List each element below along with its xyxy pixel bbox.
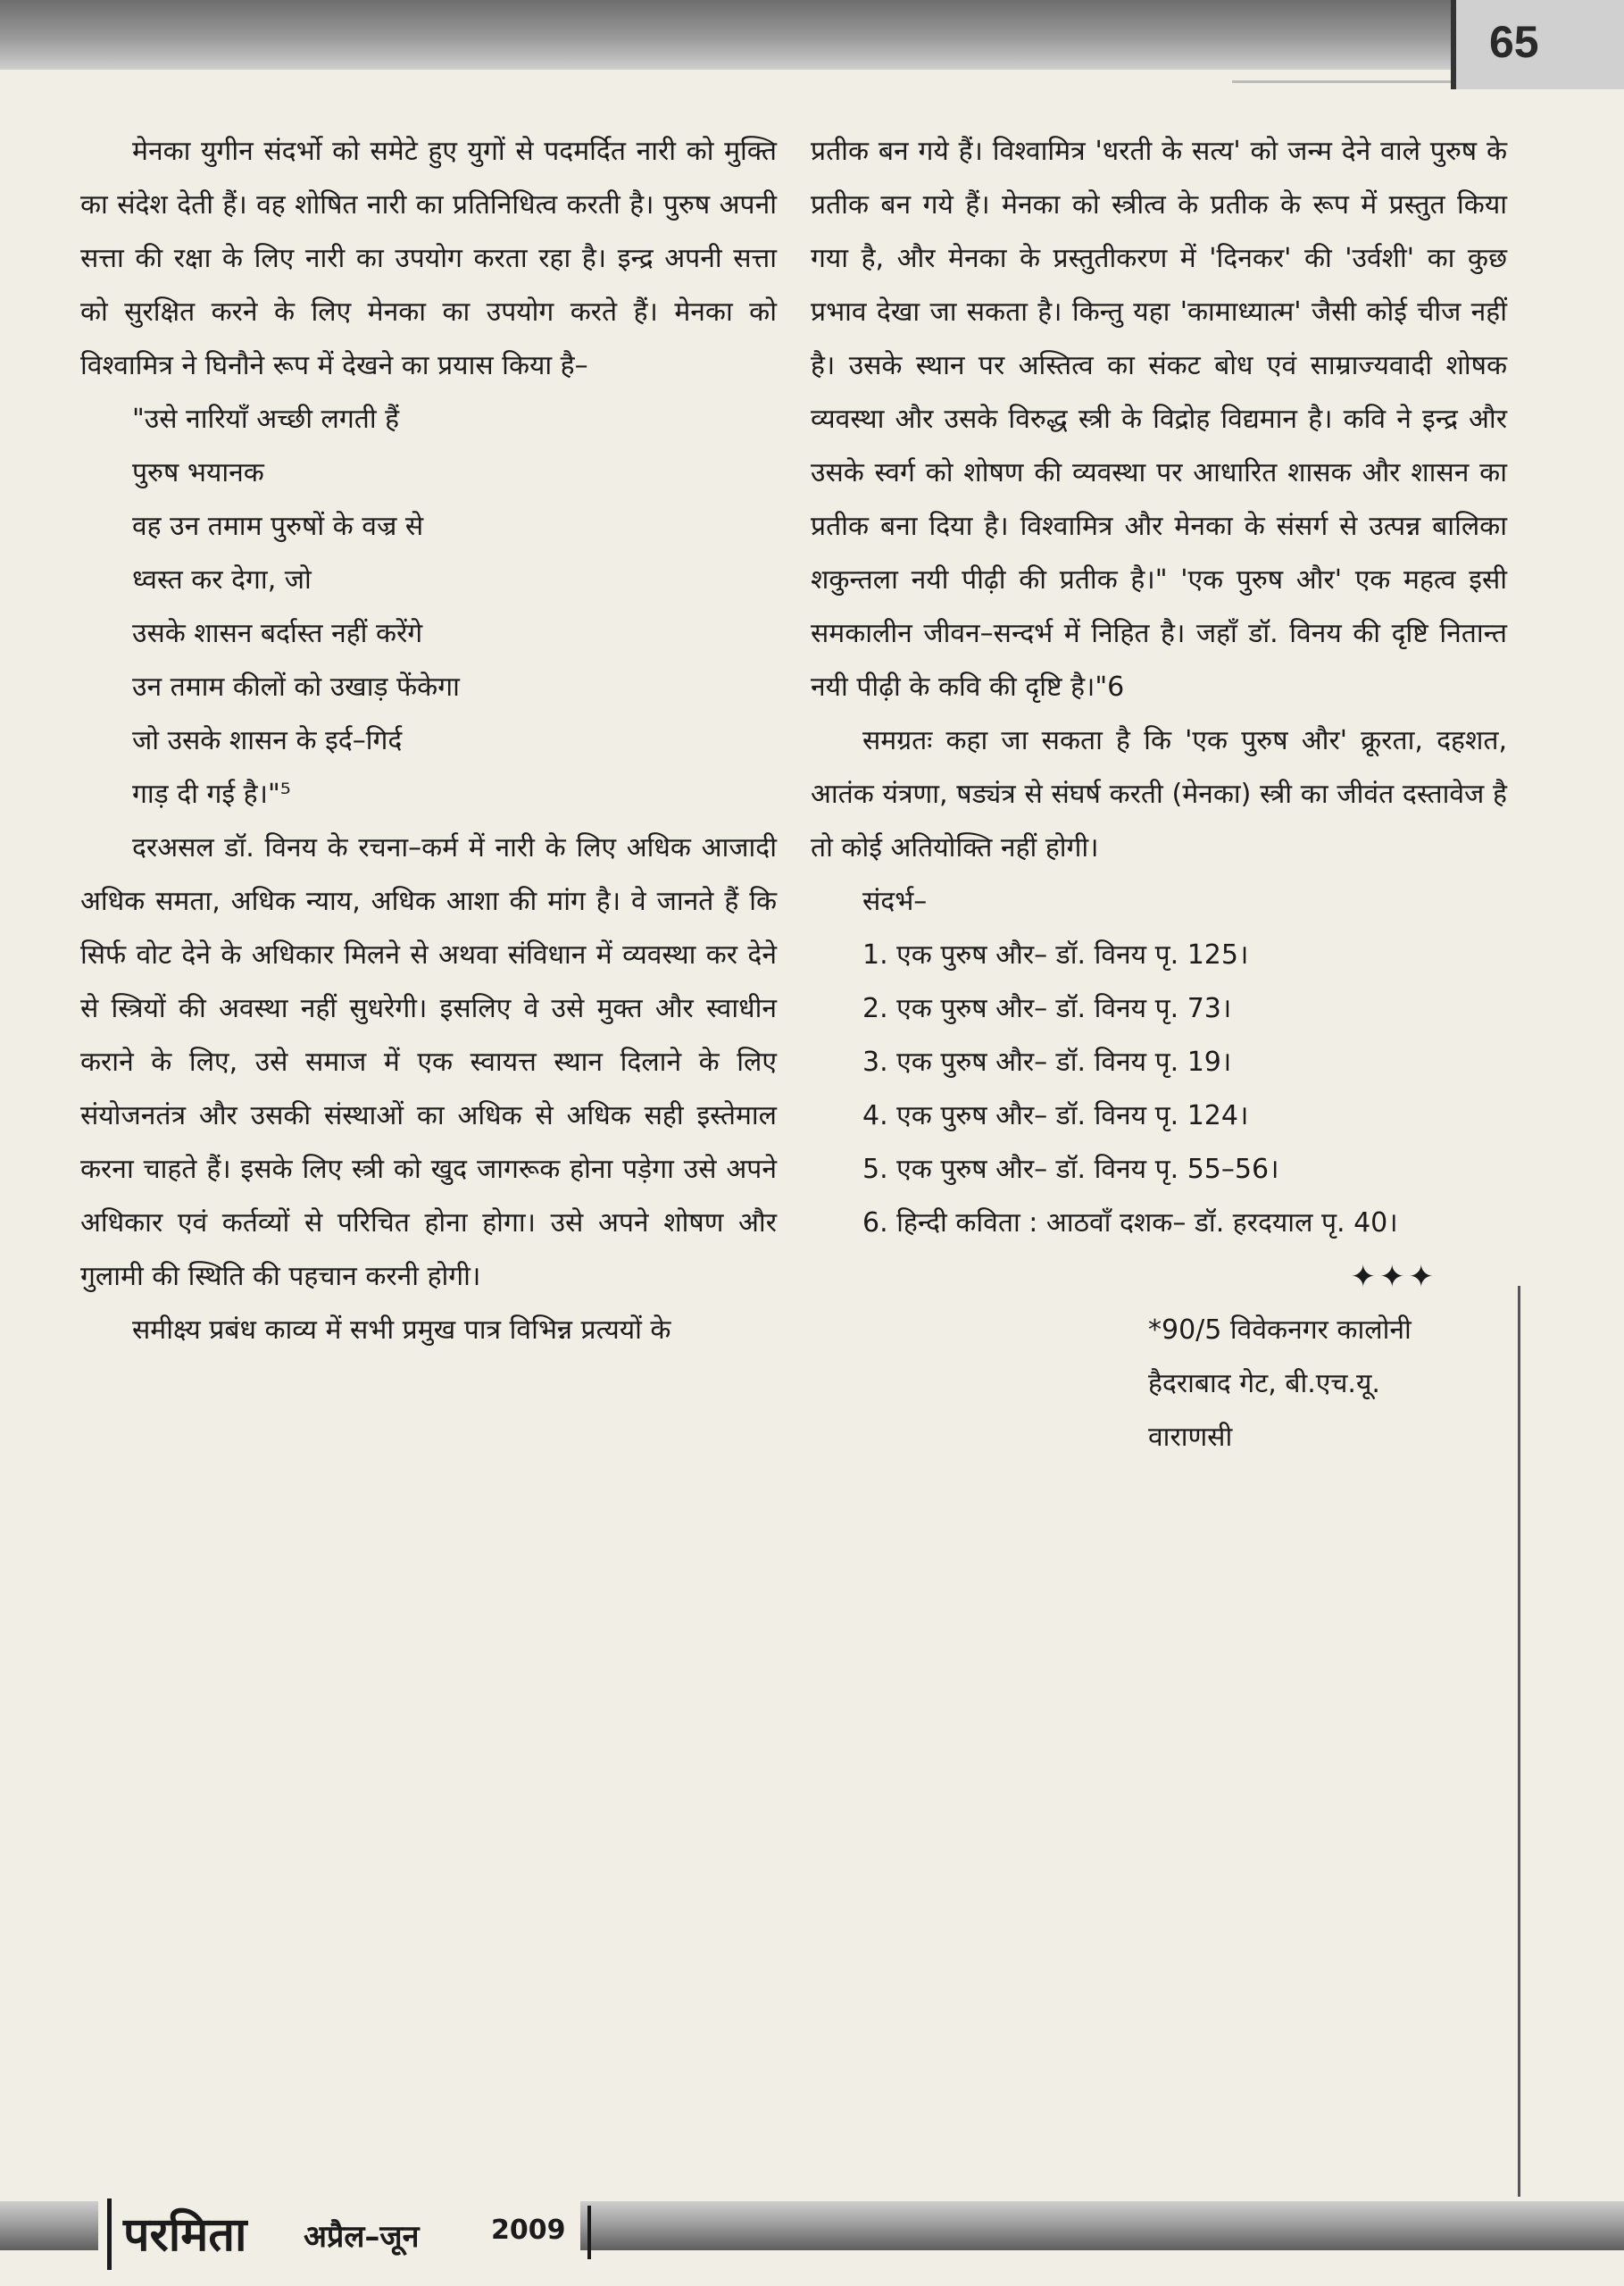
poem-line: "उसे नारियाँ अच्छी लगती हैं xyxy=(132,404,400,435)
reference-item: 1. एक पुरुष और– डॉ. विनय पृ. 125। xyxy=(862,939,1249,971)
references-heading: संदर्भ– xyxy=(862,886,928,917)
section-end-stars: ✦✦✦ xyxy=(1350,1259,1437,1295)
poem-line: उन तमाम कीलों को उखाड़ फेंकेगा xyxy=(132,672,460,703)
poem-line: उसके शासन बर्दास्त नहीं करेंगे xyxy=(132,618,423,649)
right-margin-rule xyxy=(1518,1286,1520,2197)
references-list xyxy=(811,929,1507,1250)
left-paragraph-1: मेनका युगीन संदर्भो को समेटे हुए युगों से पदमर्दित नारी को मुक्ति का संदेश देती हैं। वह शोषित नारी का प्रतिनिधित्व करती है। पुरुष अपनी सत्ता की रक्षा के लिए नारी का उपयोग करता रहा है। इन्द्र अपनी सत्ता को सुरक्षित करने के लिए मेनका का उपयोग करते हैं। मेनका को विश्वामित्र ने घिनौने रूप में देखने का प्रयास किया है– xyxy=(80,136,777,381)
poem-line: जो उसके शासन के इर्द–गिर्द xyxy=(132,725,403,756)
address-line: हैदराबाद गेट, बी.एच.यू. xyxy=(1148,1368,1380,1399)
right-paragraph-2: समग्रतः कहा जा सकता है कि 'एक पुरुष और' क्रूरता, दहशत, आतंक यंत्रणा, षड्यंत्र से संघर्ष करती (मेनका) स्त्री का जीवंत दस्तावेज है तो कोई अतियोक्ति नहीं होगी। xyxy=(811,725,1507,864)
magazine-name: परमिता xyxy=(123,2208,247,2262)
poem-line: वह उन तमाम पुरुषों के वज्र से xyxy=(132,511,424,542)
reference-item: 4. एक पुरुष और– डॉ. विनय पृ. 124। xyxy=(862,1100,1249,1131)
address-line: वाराणसी xyxy=(1148,1422,1233,1453)
left-paragraph-2: दरअसल डॉ. विनय के रचना–कर्म में नारी के लिए अधिक आजादी अधिक समता, अधिक न्याय, अधिक आशा की मांग है। वे जानते हैं कि सिर्फ वोट देने के अधिकार मिलने से अथवा संविधान में व्यवस्था कर देने से स्त्रियों की अवस्था नहीं सुधरेगी। इसलिए वे उसे मुक्त और स्वाधीन कराने के लिए, उसे समाज में एक स्वायत्त स्थान दिलाने के लिए संयोजनतंत्र और उसकी संस्थाओं का अधिक से अधिक सही इस्तेमाल करना चाहते हैं। इसके लिए स्त्री को खुद जागरूक होना पड़ेगा उसे अपने अधिकार एवं कर्तव्यों से परिचित होना होगा। उसे अपने शोषण और गुलामी की स्थिति की पहचान करनी होगी। xyxy=(80,832,777,1292)
poem-quote xyxy=(80,393,777,822)
reference-item: 6. हिन्दी कविता : आठवाँ दशक– डॉ. हरदयाल पृ. 40। xyxy=(862,1207,1398,1239)
header-band xyxy=(0,0,1624,70)
right-paragraph-1: प्रतीक बन गये हैं। विश्वामित्र 'धरती के सत्य' को जन्म देने वाले पुरुष के प्रतीक बन गये हैं। मेनका को स्त्रीत्व के प्रतीक के रूप में प्रस्तुत किया गया है, और मेनका के प्रस्तुतीकरण में 'दिनकर' की 'उर्वशी' का कुछ प्रभाव देखा जा सकता है। किन्तु यहा 'कामाध्यात्म' जैसी कोई चीज नहीं है। उसके स्थान पर अस्तित्व का संकट बोध एवं साम्राज्यवादी शोषक व्यवस्था और उसके विरुद्ध स्त्री के विद्रोह विद्यमान है। कवि ने इन्द्र और उसके स्वर्ग को शोषण की व्यवस्था पर आधारित शासक और शासन का प्रतीक बना दिया है। विश्वामित्र और मेनका के संसर्ग से उत्पन्न बालिका शकुन्तला नयी पीढ़ी की प्रतीक है।" 'एक पुरुष और' एक महत्व इसी समकालीन जीवन–सन्दर्भ में निहित है। जहाँ डॉ. विनय की दृष्टि नितान्त नयी पीढ़ी के कवि की दृष्टि है।"6 xyxy=(811,136,1507,703)
right-column xyxy=(811,125,1507,1464)
page-number: 65 xyxy=(1489,17,1539,67)
issue-year: 2009 xyxy=(491,2215,566,2246)
footer-left-bar xyxy=(107,2198,112,2270)
poem-line: पुरुष भयानक xyxy=(132,457,264,488)
poem-line: गाड़ दी गई है।"⁵ xyxy=(132,779,291,810)
reference-item: 5. एक पुरुष और– डॉ. विनय पृ. 55–56। xyxy=(862,1154,1279,1185)
reference-item: 3. एक पुरुष और– डॉ. विनय पृ. 19। xyxy=(862,1047,1232,1078)
left-column xyxy=(80,125,777,1357)
left-paragraph-3: समीक्ष्य प्रबंध काव्य में सभी प्रमुख पात्र विभिन्न प्रत्ययों के xyxy=(132,1314,671,1346)
reference-item: 2. एक पुरुष और– डॉ. विनय पृ. 73। xyxy=(862,993,1232,1024)
issue-month: अप्रैल–जून xyxy=(304,2219,420,2255)
footer-right-bar xyxy=(587,2206,591,2259)
poem-line: ध्वस्त कर देगा, जो xyxy=(132,564,312,596)
address-line: *90/5 विवेकनगर कालोनी xyxy=(1148,1314,1412,1346)
author-address xyxy=(811,1304,1507,1464)
